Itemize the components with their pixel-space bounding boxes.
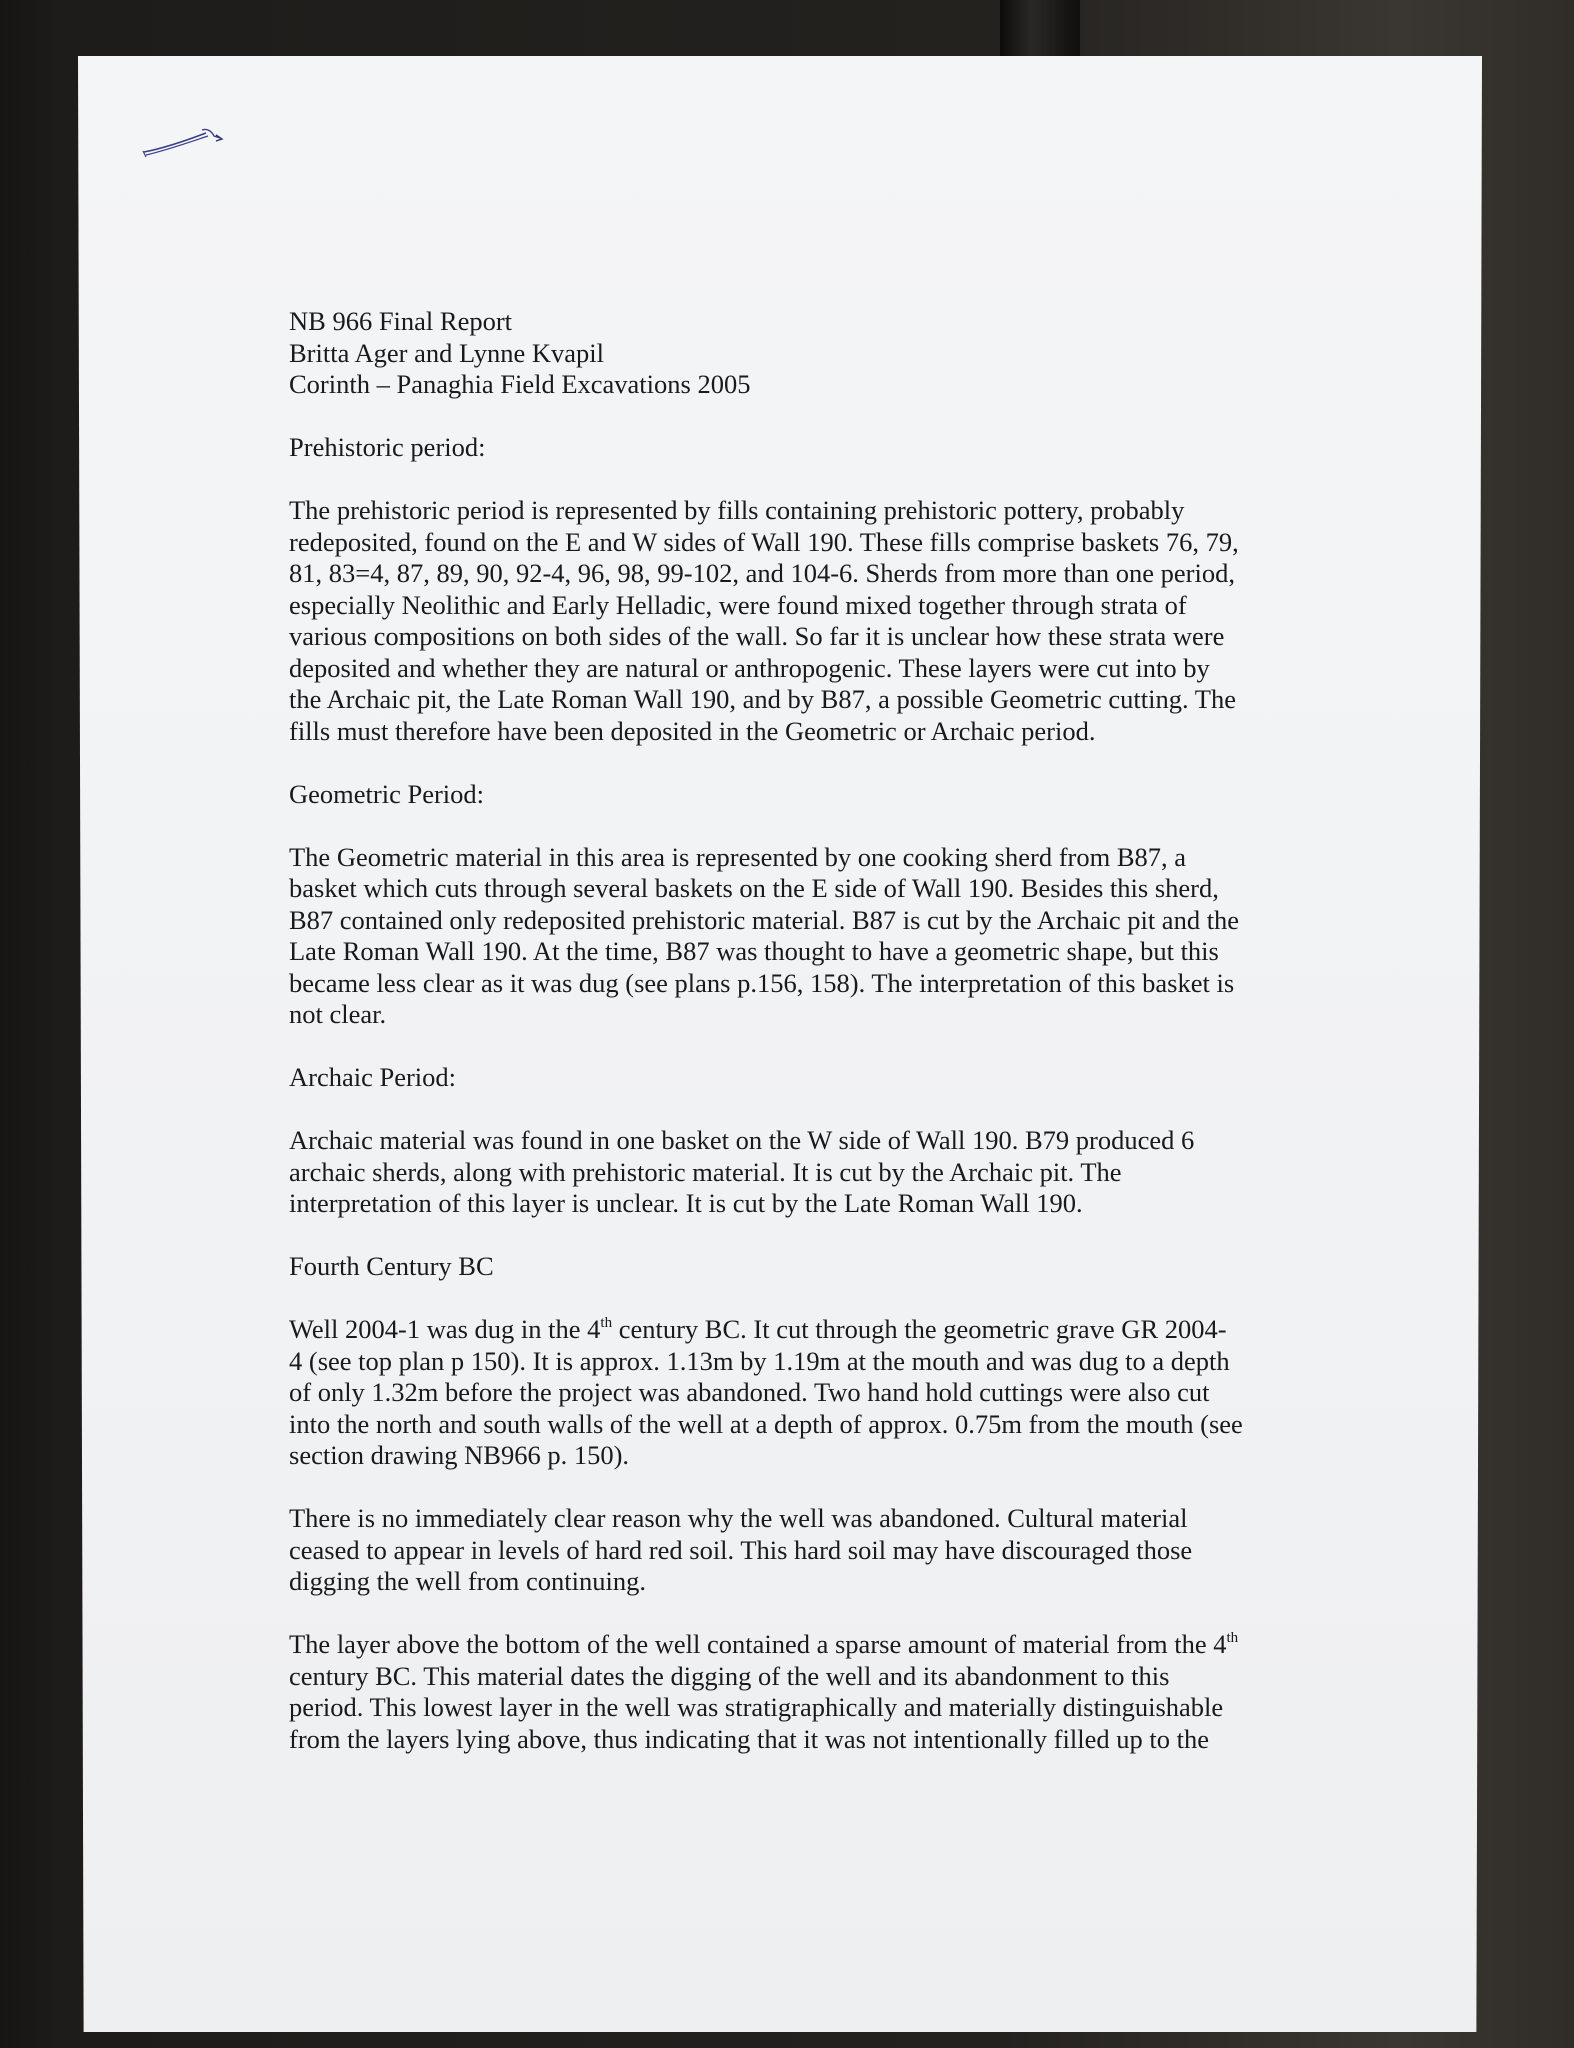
section-heading-archaic: Archaic Period: (289, 1062, 457, 1092)
paragraph-line: basket which cuts through several baskets on the E side of Wall 190. Besides this sherd, (289, 873, 1219, 903)
paragraph-line: Late Roman Wall 190. At the time, B87 was thought to have a geometric shape, but this (289, 936, 1219, 966)
background-edge (1000, 0, 1080, 56)
paragraph-line: fills must therefore have been deposited in the Geometric or Archaic period. (289, 715, 1096, 746)
report-project: Corinth – Panaghia Field Excavations 2005 (289, 369, 751, 399)
paragraph-line: the Archaic pit, the Late Roman Wall 190, and by B87, a possible Geometric cutting. The (289, 684, 1236, 714)
section-heading-prehistoric: Prehistoric period: (289, 432, 486, 462)
paragraph-line: There is no immediately clear reason why the well was abandoned. Cultural material (289, 1503, 1188, 1533)
report-text (289, 306, 1319, 1755)
report-title: NB 966 Final Report (289, 306, 513, 336)
paragraph-line: became less clear as it was dug (see plans p.156, 158). The interpretation of this basket is (289, 967, 1235, 998)
paragraph-line: not clear. (289, 999, 387, 1029)
paragraph-line: Archaic material was found in one basket on the W side of Wall 190. B79 produced 6 (289, 1125, 1195, 1155)
paragraph-line: Well 2004-1 was dug in the 4th century BC. It cut through the geometric grave GR 2004- (289, 1314, 1227, 1344)
paragraph-line: B87 contained only redeposited prehistoric material. B87 is cut by the Archaic pit and the (289, 904, 1240, 935)
pen-mark-icon (140, 124, 230, 164)
paragraph-line: of only 1.32m before the project was abandoned. Two hand hold cuttings were also cut (289, 1377, 1210, 1407)
paragraph-line: deposited and whether they are natural or anthropogenic. These layers were cut into by (289, 652, 1210, 683)
section-heading-geometric: Geometric Period: (289, 778, 485, 809)
paragraph-line: archaic sherds, along with prehistoric material. It is cut by the Archaic pit. The (289, 1156, 1122, 1187)
paragraph-line: especially Neolithic and Early Helladic, were found mixed together through strata of (289, 589, 1187, 620)
paragraph-line: The Geometric material in this area is represented by one cooking sherd from B87, a (289, 841, 1187, 872)
paragraph-line: section drawing NB966 p. 150). (289, 1440, 630, 1470)
paragraph-line: digging the well from continuing. (289, 1566, 646, 1596)
paragraph-line: redeposited, found on the E and W sides of Wall 190. These fills comprise baskets 76, 79, (289, 526, 1239, 557)
paragraph-line: century BC. This material dates the digging of the well and its abandonment to this (289, 1660, 1170, 1691)
paragraph-line: ceased to appear in levels of hard red soil. This hard soil may have discouraged those (289, 1534, 1193, 1565)
report-authors: Britta Ager and Lynne Kvapil (289, 337, 604, 368)
paragraph-line: period. This lowest layer in the well was stratigraphically and materially distinguishable (289, 1692, 1224, 1722)
paragraph-line: from the layers lying above, thus indicating that it was not intentionally filled up to the (289, 1723, 1209, 1754)
paragraph-line: into the north and south walls of the well at a depth of approx. 0.75m from the mouth (see (289, 1408, 1243, 1439)
paragraph-line: various compositions on both sides of the wall. So far it is unclear how these strata were (289, 621, 1225, 651)
paragraph-line: 81, 83=4, 87, 89, 90, 92-4, 96, 98, 99-102, and 104-6. Sherds from more than one period, (289, 558, 1235, 588)
section-heading-fourth-century: Fourth Century BC (289, 1251, 494, 1281)
paragraph-line: interpretation of this layer is unclear. It is cut by the Late Roman Wall 190. (289, 1188, 1083, 1218)
paragraph-line: The layer above the bottom of the well contained a sparse amount of material from the 4th (289, 1629, 1239, 1659)
paragraph-line: 4 (see top plan p 150). It is approx. 1.13m by 1.19m at the mouth and was dug to a depth (289, 1345, 1230, 1376)
paragraph-line: The prehistoric period is represented by fills containing prehistoric pottery, probably (289, 495, 1185, 525)
